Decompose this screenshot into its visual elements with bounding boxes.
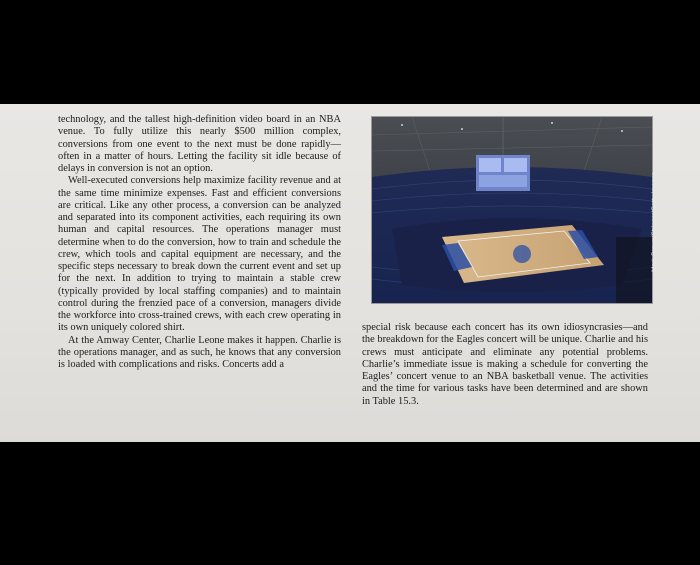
arena-photo [371,116,653,304]
paragraph: special risk because each concert has its own idiosyncrasies—and the breakdown for the Eagles concert will be unique. Charlie and his crews must anticipate and eliminate any potential problems. Charlie’s immediate issue is making a schedule for converting the Eagles’ concert venue to an NBA basketball venue. The activities and the time for various tasks have been determined and are shown in Table 15.3. [362,322,648,407]
book-page: technology, and the tallest high-definition video board in an NBA venue. To fully utilize this nearly $500 million complex, conversions from one event to the next must be done rapidly—often in a matter of hours. Letting the facility sit idle because of delays in conversion is not an option. Well-executed conversions help maximize facility revenue and at the same time minimize expenses. Fast and efficient conversions are critical. Like any other process, a conversion can be analyzed and separated into its component activities, each requiring its own human and capital resources. The operations manager must determine when to do the conversion, how to train and schedule the crew, which tools and capital equipment are necessary, and the specific steps necessary to break down the current event and set up for the next. In addition to trying to maintain a stable crew (typically provided by local staffing companies) and to maintain control during the frenzied pace of a conversion, managers divide the workforce into cross-trained crews, with each crew operating in its own uniquely colored shirt. At the Amway Center, Charlie Leone makes it happen. Charlie is the operations manager, and as such, he knows that any conversion is loaded with complications and risks. Concerts add a Mark Brown/Stringer/Getty Images special risk because each concert has its own idiosyncrasies—and the breakdown for the Eagles concert will be unique. Charlie and his crews must anticipate and eliminate any potential problems. Charlie’s immediate issue is making a schedule for converting the Eagles’ concert venue to an NBA basketball venue. The activities and the time for various tasks have been determined and are shown in Table 15.3. [0,104,700,442]
paragraph: At the Amway Center, Charlie Leone makes it happen. Charlie is the operations manager, and as such, he knows that any conversion is loaded with complications and risks. Concerts add a [58,334,341,370]
left-text-column [58,114,341,371]
paragraph: technology, and the tallest high-definition video board in an NBA venue. To fully utilize this nearly $500 million complex, conversions from one event to the next must be done rapidly—often in a matter of hours. Letting the facility sit idle because of delays in conversion is not an option. [58,114,341,174]
right-text-column [362,322,648,408]
paragraph: Well-executed conversions help maximize facility revenue and at the same time minimize expenses. Fast and efficient conversions are critical. Like any other process, a conversion can be analyzed and separated into its component activities, each requiring its own human and capital resources. The operations manager must determine when to do the conversion, how to train and schedule the crew, which tools and capital equipment are necessary, and the specific steps necessary to break down the current event and set up for the next. In addition to trying to maintain a stable crew (typically provided by local staffing companies) and to maintain control during the frenzied pace of a conversion, managers divide the workforce into cross-trained crews, with each crew operating in its own uniquely colored shirt. [58,175,341,334]
